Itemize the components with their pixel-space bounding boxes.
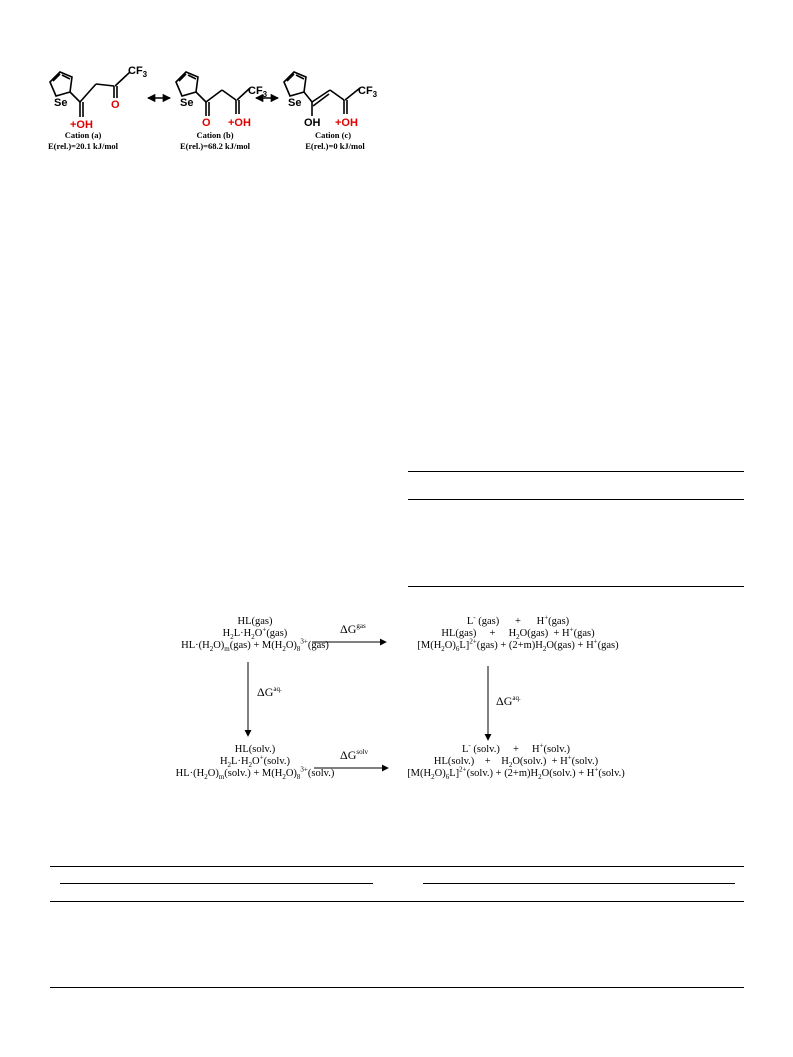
- cation-c-caption: Cation (c): [314, 130, 352, 140]
- cation-b-caption: Cation (b): [196, 130, 234, 140]
- right-solv-line-2: HL(solv.) + $H_2O(solv.)$ + H+(solv.): [433, 753, 599, 770]
- table2-group-rule-right: [423, 883, 735, 884]
- cation-b-cf3-label: $CF_3$: [248, 85, 268, 99]
- scheme-arrows: [160, 612, 640, 797]
- cation-c-se-label: Se: [288, 97, 302, 109]
- cation-a-energy: E(rel.)=20.1 kJ/mol: [47, 141, 119, 151]
- delta-g-aq-right-label: $\Delta G^{aq.}$: [496, 694, 521, 708]
- cation-c-cf3-label: $CF_3$: [358, 85, 378, 99]
- left-solv-line-2: $H_2L\cdot H_2O^+(solv.)$: [219, 753, 291, 770]
- cation-c-oh-plus-label: +OH: [335, 117, 358, 129]
- delta-g-aq-left-label: $\Delta G^{aq.}$: [257, 685, 282, 699]
- cation-b-energy: E(rel.)=68.2 kJ/mol: [179, 141, 251, 151]
- left-gas-line-3: $HL\cdot(H_2O)_m(gas) + M(H_2O)_8^{3+}(gas)$: [181, 637, 329, 654]
- right-solv-line-3: $[M(H_2O)_6L]^{2+}(solv.)$ + $(2+m)H_2O(solv.)$ + H+(solv.): [407, 765, 625, 782]
- cation-a-se-label: Se: [54, 97, 68, 109]
- left-gas-line-2: $H_2L\cdot H_2O^+(gas)$: [222, 625, 288, 642]
- table2-header-rule: [50, 901, 744, 902]
- cation-b-o-label: O: [202, 117, 211, 129]
- table1-top-rule: [408, 471, 744, 472]
- delta-g-solv-label: $\Delta G^{solv}$: [340, 748, 369, 762]
- left-solv-line-1: HL(solv.): [234, 744, 276, 755]
- thermo-cycle-scheme: [160, 612, 640, 797]
- delta-g-gas-label: $\Delta G^{gas}$: [340, 622, 366, 636]
- table2-bottom-rule: [50, 987, 744, 988]
- cation-c-structure: [284, 72, 360, 116]
- cation-b-oh-plus-label: +OH: [228, 117, 251, 129]
- cation-b-structure: [176, 72, 250, 116]
- cation-a-cf3-label: $CF_3$: [128, 65, 148, 79]
- right-gas-line-2: HL(gas) + $H_2O(gas) + H^+(gas)$: [441, 625, 595, 642]
- cation-b-se-label: Se: [180, 97, 194, 109]
- cation-a-o-label: O: [111, 99, 120, 111]
- right-gas-line-1: L- (gas) + H+(gas): [466, 613, 570, 627]
- cation-c-oh-label: OH: [304, 117, 321, 129]
- table2-group-rule-left: [60, 883, 373, 884]
- table1-bottom-rule: [408, 586, 744, 587]
- left-gas-line-1: HL(gas): [237, 616, 273, 627]
- table2-top-rule: [50, 866, 744, 867]
- table1-header-rule: [408, 499, 744, 500]
- left-solv-line-3: $HL\cdot(H_2O)_m(solv.)$ + $M(H_2O)_8^{3+}(solv.)$: [175, 765, 335, 782]
- cation-a-caption: Cation (a): [64, 130, 102, 140]
- right-gas-line-3: $[M(H_2O)_6L]^{2+}(gas) + (2+m)H_2O(gas) + H^+(gas)$: [417, 637, 619, 654]
- cation-c-energy: E(rel.)=0 kJ/mol: [305, 141, 365, 151]
- cation-a-oh-plus-label: +OH: [70, 119, 93, 131]
- right-solv-line-1: L- (solv.) + H+(solv.): [462, 741, 570, 755]
